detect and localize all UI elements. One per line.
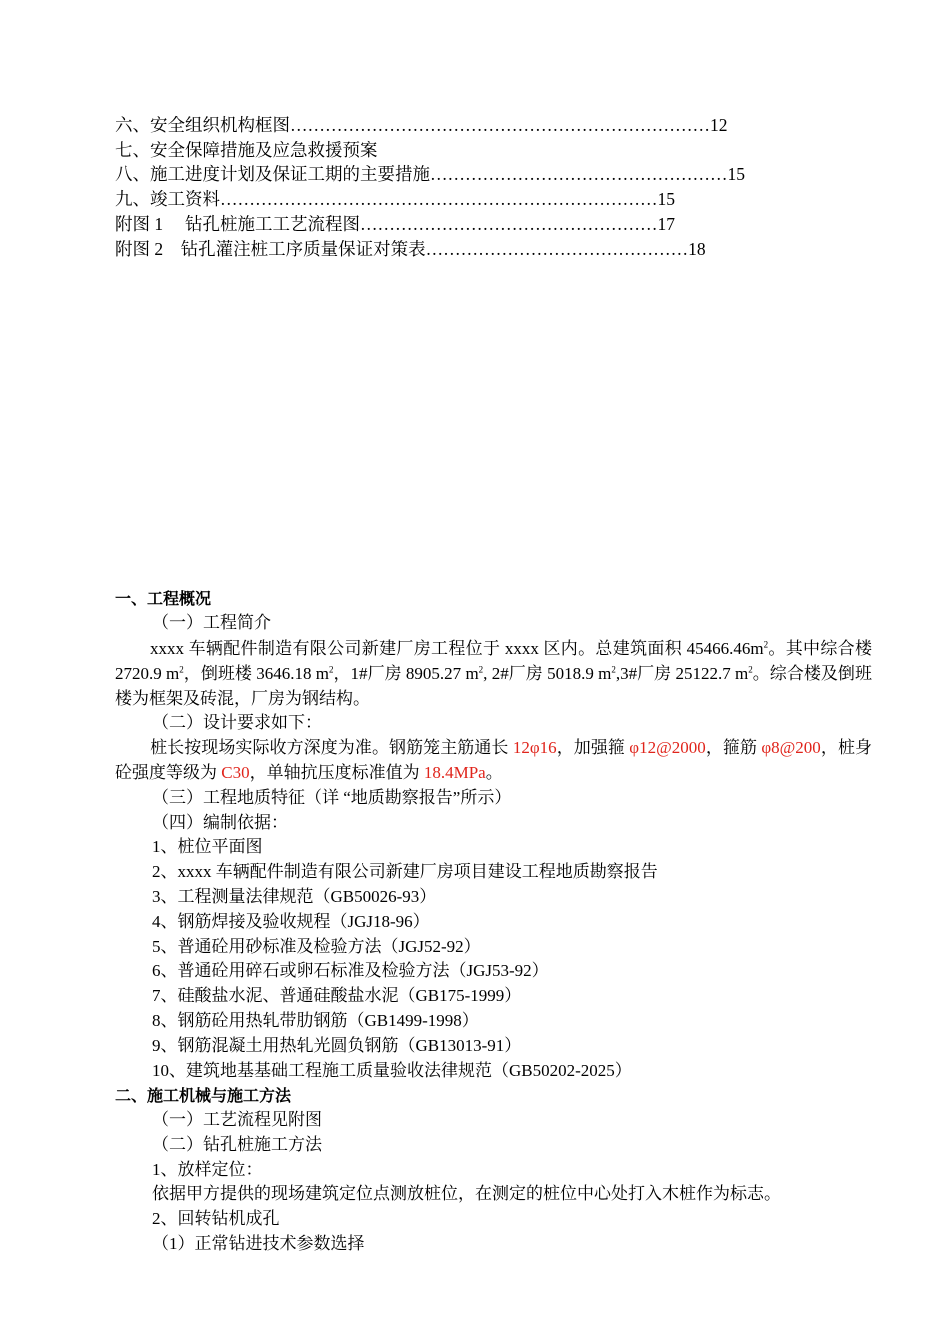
subsection-process-flow: （一）工艺流程见附图 xyxy=(152,1110,322,1129)
toc-entry-appendix-2: 附图 2 钻孔灌注桩工序质量保证对策表………………………………………18 xyxy=(115,239,706,259)
toc-entry-9: 九、竣工资料…………………………………………………………………15 xyxy=(115,189,675,209)
setting-out-text: 依据甲方提供的现场建筑定位点测放桩位，在测定的桩位中心处打入木桩作为标志。 xyxy=(152,1184,781,1203)
drilling-params-subitem: （1）正常钻进技术参数选择 xyxy=(152,1234,365,1253)
design-requirements-paragraph: 桩长按现场实际收方深度为准。钢筋笼主筋通长 12φ16，加强箍 φ12@2000，箍筋 φ8@200，桩身砼强度等级为 C30，单轴抗压度标准值为 18.4MPa。 xyxy=(115,738,873,782)
basis-item: 1、桩位平面图 xyxy=(152,837,263,856)
toc-entry-7: 七、安全保障措施及应急救援预案 xyxy=(115,140,378,160)
basis-item: 10、建筑地基基础工程施工质量验收法律规范（GB50202-2025） xyxy=(152,1061,632,1080)
concrete-grade: C30 xyxy=(221,763,250,782)
section-2-title: 二、施工机械与施工方法 xyxy=(115,1086,292,1105)
item-setting-out: 1、放样定位： xyxy=(152,1160,263,1179)
basis-item: 2、xxxx 车辆配件制造有限公司新建厂房项目建设工程地质勘察报告 xyxy=(152,862,658,881)
basis-item: 3、工程测量法律规范（GB50026-93） xyxy=(152,887,437,906)
basis-item: 7、硅酸盐水泥、普通硅酸盐水泥（GB175-1999） xyxy=(152,986,522,1005)
basis-item: 4、钢筋焊接及验收规程（JGJ18-96） xyxy=(152,912,430,931)
toc-entry-appendix-1: 附图 1 钻孔桩施工工艺流程图……………………………………………17 xyxy=(115,214,675,234)
subsection-geology: （三）工程地质特征（详 “地质勘察报告”所示） xyxy=(152,788,512,807)
toc-entry-8: 八、施工进度计划及保证工期的主要措施……………………………………………15 xyxy=(115,164,745,184)
rebar-stirrup: φ8@200 xyxy=(761,738,821,757)
toc-entry-6: 六、安全组织机构框图………………………………………………………………12 xyxy=(115,115,728,135)
subsection-design-requirements: （二）设计要求如下： xyxy=(152,713,322,732)
subsection-project-intro: （一）工程简介 xyxy=(152,613,271,632)
basis-item: 5、普通砼用砂标准及检验方法（JGJ52-92） xyxy=(152,937,481,956)
project-intro-paragraph: xxxx 车辆配件制造有限公司新建厂房工程位于 xxxx 区内。总建筑面积 $45466.46m^2$。其中综合楼 2720.9 $m^2$，倒班楼 3646.18 $m^2$，1#厂房 8905.27 $m^2$, 2#厂房 5018.9 $m^2,3\#$厂房 25122.7 $m^2$。综合楼及倒班楼为框架及砖混，厂房为钢结构。 xyxy=(115,639,872,708)
item-rotary-drilling: 2、回转钻机成孔 xyxy=(152,1209,280,1228)
rebar-reinforcing-hoop: φ12@2000 xyxy=(629,738,706,757)
basis-item: 6、普通砼用碎石或卵石标准及检验方法（JGJ53-92） xyxy=(152,961,549,980)
basis-item: 8、钢筋砼用热轧带肋钢筋（GB1499-1998） xyxy=(152,1011,479,1030)
basis-item: 9、钢筋混凝土用热轧光圆负钢筋（GB13013-91） xyxy=(152,1036,522,1055)
subsection-construction-method: （二）钻孔桩施工方法 xyxy=(152,1135,322,1154)
rebar-main: 12φ16 xyxy=(512,738,557,757)
section-1-title: 一、工程概况 xyxy=(115,589,212,608)
subsection-basis: （四）编制依据： xyxy=(152,813,288,832)
compressive-strength: 18.4MPa xyxy=(423,763,486,782)
